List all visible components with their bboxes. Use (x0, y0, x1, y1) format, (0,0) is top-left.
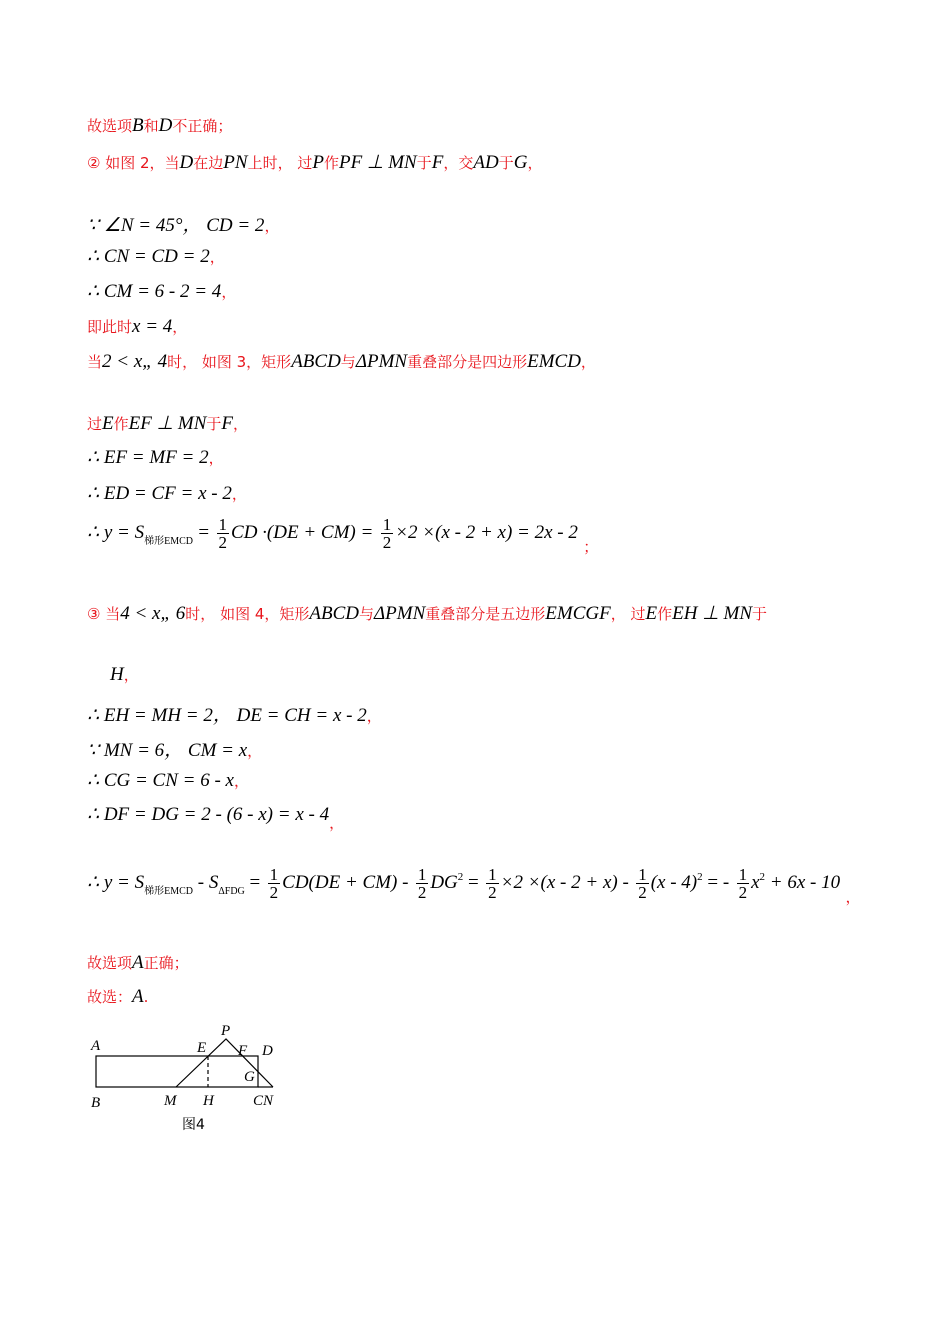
label-b: B (91, 1095, 101, 1111)
step-eh: ∴ EH = MH = 2， DE = CH = x - 2， (87, 705, 382, 726)
conclusion-b-d: 故选项B和D不正确； (87, 115, 233, 136)
fraction-half: $\frac{1}{2}$ (382, 515, 392, 552)
label-f: F (238, 1043, 248, 1059)
foot-h: H， (110, 664, 139, 685)
step-cn: ∴ CN = CD = 2， (87, 246, 225, 267)
draw-ef: 过E作EF ⊥ MN于F， (87, 413, 249, 434)
step-mn: ∵ MN = 6， CM = x， (87, 740, 263, 761)
area-equation-2: ∴ $y = S_{梯形EMCD} - S_{\Delta FDG}$ = $\frac{1}{2}$ CD(DE + CM) - $\frac{1}{2}$ $DG^2$ = $\frac{1}{2}$ ×2 ×(x - 2 + x) - $\frac{1}{2}$ (x - 4)$^2$ = - $\frac{1}{2}$ $x^2 + 6x - 10$ ， (87, 865, 861, 906)
fraction-half: $\frac{1}{2}$ (738, 865, 748, 902)
label-d: D (262, 1043, 273, 1059)
case-2-intro: ② 如图 2，当D在边PN上时， 过P作PF ⊥ MN于F，交AD于G， (87, 152, 543, 173)
fraction-half: $\frac{1}{2}$ (488, 865, 497, 902)
label-p: P (221, 1023, 231, 1039)
fraction-half: $\frac{1}{2}$ (218, 515, 228, 552)
label-g: G (244, 1069, 255, 1085)
case-2-to-4: 当2 < x„ 4时， 如图 3，矩形ABCD与ΔPMN重叠部分是四边形EMCD， (87, 351, 596, 372)
figure-caption: 图4 (182, 1117, 205, 1133)
label-cn: CN (253, 1093, 274, 1109)
step-df: ∴ DF = DG = 2 - (6 - x) = x - 4， (87, 804, 345, 832)
fraction-half: $\frac{1}{2}$ (269, 865, 279, 902)
label-h: H (203, 1093, 214, 1109)
x-equals-4: 即此时x = 4， (87, 316, 188, 337)
case-4-to-6: ③ 当4 < x„ 6时， 如图 4，矩形ABCD与ΔPMN重叠部分是五边形EMCGF， 过E作EH ⊥ MN于 (87, 603, 768, 624)
figure-4 (80, 1015, 310, 1140)
step-cm: ∴ CM = 6 - 2 = 4， (87, 281, 237, 302)
step-ed: ∴ ED = CF = x - 2， (87, 483, 247, 504)
fraction-half: $\frac{1}{2}$ (638, 865, 647, 902)
final-answer: 故选：A. (87, 986, 149, 1007)
label-e: E (197, 1040, 207, 1056)
conclusion-a: 故选项A正确； (87, 952, 189, 973)
step-cg: ∴ CG = CN = 6 - x， (87, 770, 249, 791)
rectangle-abcd (96, 1056, 258, 1087)
area-equation-1: ∴ $y = S_{梯形EMCD}$ = $\frac{1}{2}$ CD ·(DE + CM) = $\frac{1}{2}$ ×2 ×(x - 2 + x) = 2x - 2 ； (87, 515, 599, 556)
fraction-half: $\frac{1}{2}$ (417, 865, 427, 902)
step-angle-n: ∵ ∠N = 45°， CD = 2， (87, 215, 280, 236)
label-m: M (164, 1093, 177, 1109)
step-ef: ∴ EF = MF = 2， (87, 447, 224, 468)
label-a: A (91, 1038, 101, 1054)
